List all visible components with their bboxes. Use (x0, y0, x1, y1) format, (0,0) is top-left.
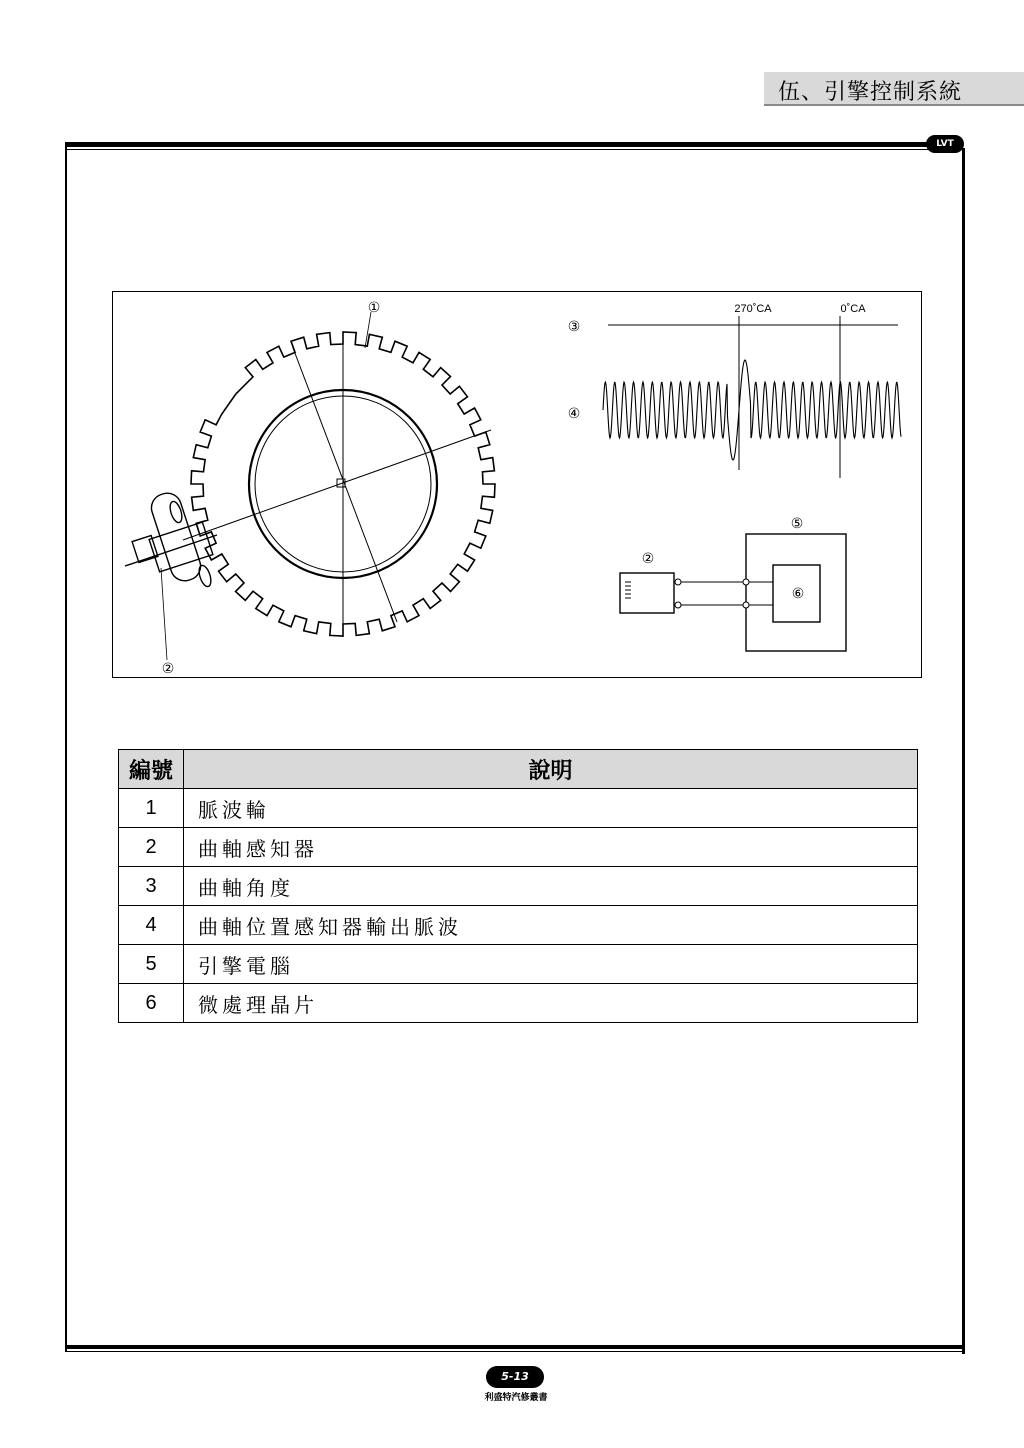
frame-left-rule (65, 142, 67, 1352)
callout-1 (365, 300, 380, 348)
frame-right-rule (962, 148, 965, 1354)
svg-text:①: ① (367, 300, 381, 316)
row-number: 5 (119, 945, 184, 984)
row-description: 曲軸感知器 (184, 828, 918, 867)
angle-label-0: 0˚CA (840, 303, 866, 315)
sensor-output-waveform (603, 360, 901, 460)
frame-bottom-rule (66, 1345, 964, 1349)
legend-table (118, 749, 918, 1023)
signal-wires (674, 582, 773, 605)
table-row (119, 984, 918, 1023)
table-row (119, 789, 918, 828)
frame-bottom-rule-thin (66, 1351, 964, 1352)
brand-logo: LVT (926, 135, 964, 153)
row-description: 微處理晶片 (184, 984, 918, 1023)
crank-sensor-figure (112, 291, 922, 678)
header-number: 編號 (119, 750, 184, 789)
frame-top-rule-thin (66, 149, 964, 150)
sensor-coil-icon (625, 582, 631, 598)
angle-label-270: 270˚CA (734, 303, 772, 315)
legend-header-row (119, 750, 918, 789)
row-description: 引擎電腦 (184, 945, 918, 984)
frame-top-rule (66, 142, 956, 147)
header-description: 說明 (184, 750, 918, 789)
wire-junctions (675, 579, 749, 608)
page-number: 5-13 (486, 1366, 544, 1388)
row-description: 脈波輪 (184, 789, 918, 828)
svg-text:②: ② (161, 661, 175, 677)
publisher-name: 利盛特汽修叢書 (484, 1393, 548, 1403)
row-description: 曲軸角度 (184, 867, 918, 906)
circuit-sensor-box (620, 573, 674, 613)
callout-2-sensor (161, 568, 174, 677)
callout-4: ④ (567, 406, 581, 422)
row-description: 曲軸位置感知器輸出脈波 (184, 906, 918, 945)
row-number: 1 (119, 789, 184, 828)
row-number: 4 (119, 906, 184, 945)
callout-5: ⑤ (790, 516, 804, 532)
table-row (119, 867, 918, 906)
section-header-tab (764, 72, 1024, 106)
callout-2-circuit: ② (641, 551, 655, 567)
callout-6: ⑥ (791, 586, 805, 602)
table-row (119, 945, 918, 984)
crank-sensor-diagram (113, 292, 921, 677)
table-row (119, 906, 918, 945)
crank-sensor-drawing (125, 490, 217, 588)
row-number: 6 (119, 984, 184, 1023)
row-number: 2 (119, 828, 184, 867)
row-number: 3 (119, 867, 184, 906)
section-title: 伍、引擎控制系統 (778, 80, 963, 105)
table-row (119, 828, 918, 867)
callout-3: ③ (567, 319, 581, 335)
